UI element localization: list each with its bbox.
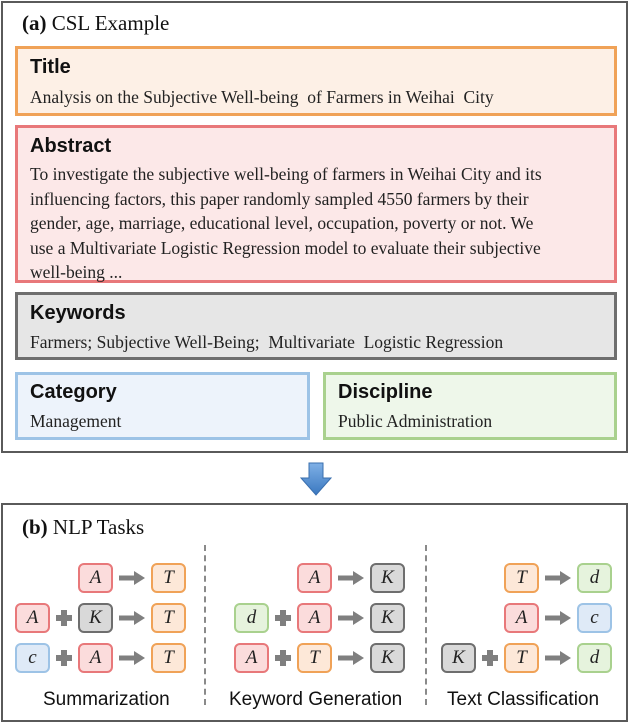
task-input-0-chip: A [504, 603, 539, 633]
task-input-0-chip: d [234, 603, 269, 633]
plus-icon [482, 650, 498, 666]
task-input-0-chip: A [78, 563, 113, 593]
task-input-0-chip: K [441, 643, 476, 673]
panel-a-header [22, 11, 169, 36]
task-input-1-chip: T [297, 643, 332, 673]
abstract-box [15, 125, 617, 283]
panel-a-tag: (a) [22, 11, 47, 35]
abstract-line: gender, age, marriage, educational level, occupation, poverty or not. We [30, 213, 534, 233]
task-label: Summarization [43, 689, 170, 710]
right-arrow-icon [338, 571, 364, 585]
panel-a-title: CSL Example [51, 11, 170, 35]
task-input-0-chip: c [15, 643, 50, 673]
plus-icon [275, 610, 291, 626]
task-divider [204, 545, 206, 705]
task-output-chip: d [577, 563, 612, 593]
category-label: Category [30, 381, 117, 403]
task-output-chip: K [370, 563, 405, 593]
plus-icon [275, 650, 291, 666]
task-output-chip: T [151, 603, 186, 633]
category-box [15, 372, 310, 440]
task-output-chip: T [151, 563, 186, 593]
keywords-box [15, 292, 617, 360]
task-output-chip: K [370, 603, 405, 633]
task-output-chip: d [577, 643, 612, 673]
title-value: Analysis on the Subjective Well-being of Farmers in Weihai City [30, 87, 494, 107]
keywords-value: Farmers; Subjective Well-Being; Multivariate Logistic Regression [30, 332, 504, 352]
panel-b-title: NLP Tasks [52, 515, 145, 539]
discipline-value: Public Administration [338, 411, 493, 431]
task-divider [425, 545, 427, 705]
right-arrow-icon [119, 571, 145, 585]
abstract-line: well-being ... [30, 262, 123, 282]
right-arrow-icon [545, 651, 571, 665]
right-arrow-icon [338, 611, 364, 625]
csl-example-panel [1, 1, 628, 453]
abstract-line: influencing factors, this paper randomly sampled 4550 farmers by their [30, 188, 529, 209]
task-output-chip: T [151, 643, 186, 673]
task-input-1-chip: T [504, 643, 539, 673]
task-output-chip: K [370, 643, 405, 673]
discipline-label: Discipline [338, 381, 433, 403]
task-label: Text Classification [447, 689, 600, 710]
panel-b-tag: (b) [22, 515, 48, 539]
task-input-0-chip: A [15, 603, 50, 633]
task-input-0-chip: A [297, 563, 332, 593]
right-arrow-icon [545, 571, 571, 585]
down-arrow-icon [300, 462, 332, 496]
task-input-1-chip: K [78, 603, 113, 633]
abstract-line: use a Multivariate Logistic Regression model to evaluate their subjective [30, 237, 541, 258]
task-input-1-chip: A [297, 603, 332, 633]
keywords-label: Keywords [30, 302, 126, 324]
right-arrow-icon [119, 611, 145, 625]
plus-icon [56, 650, 72, 666]
task-input-0-chip: A [234, 643, 269, 673]
title-label: Title [30, 56, 71, 78]
abstract-value [30, 162, 606, 285]
task-output-chip: c [577, 603, 612, 633]
task-label: Keyword Generation [229, 689, 403, 710]
abstract-line: To investigate the subjective well-being of farmers in Weihai City and its [30, 164, 542, 184]
abstract-label: Abstract [30, 135, 112, 157]
plus-icon [56, 610, 72, 626]
right-arrow-icon [338, 651, 364, 665]
category-value: Management [30, 411, 122, 431]
task-input-0-chip: T [504, 563, 539, 593]
task-input-1-chip: A [78, 643, 113, 673]
title-box [15, 46, 617, 116]
right-arrow-icon [119, 651, 145, 665]
panel-b-header [22, 515, 144, 540]
discipline-box [323, 372, 617, 440]
right-arrow-icon [545, 611, 571, 625]
